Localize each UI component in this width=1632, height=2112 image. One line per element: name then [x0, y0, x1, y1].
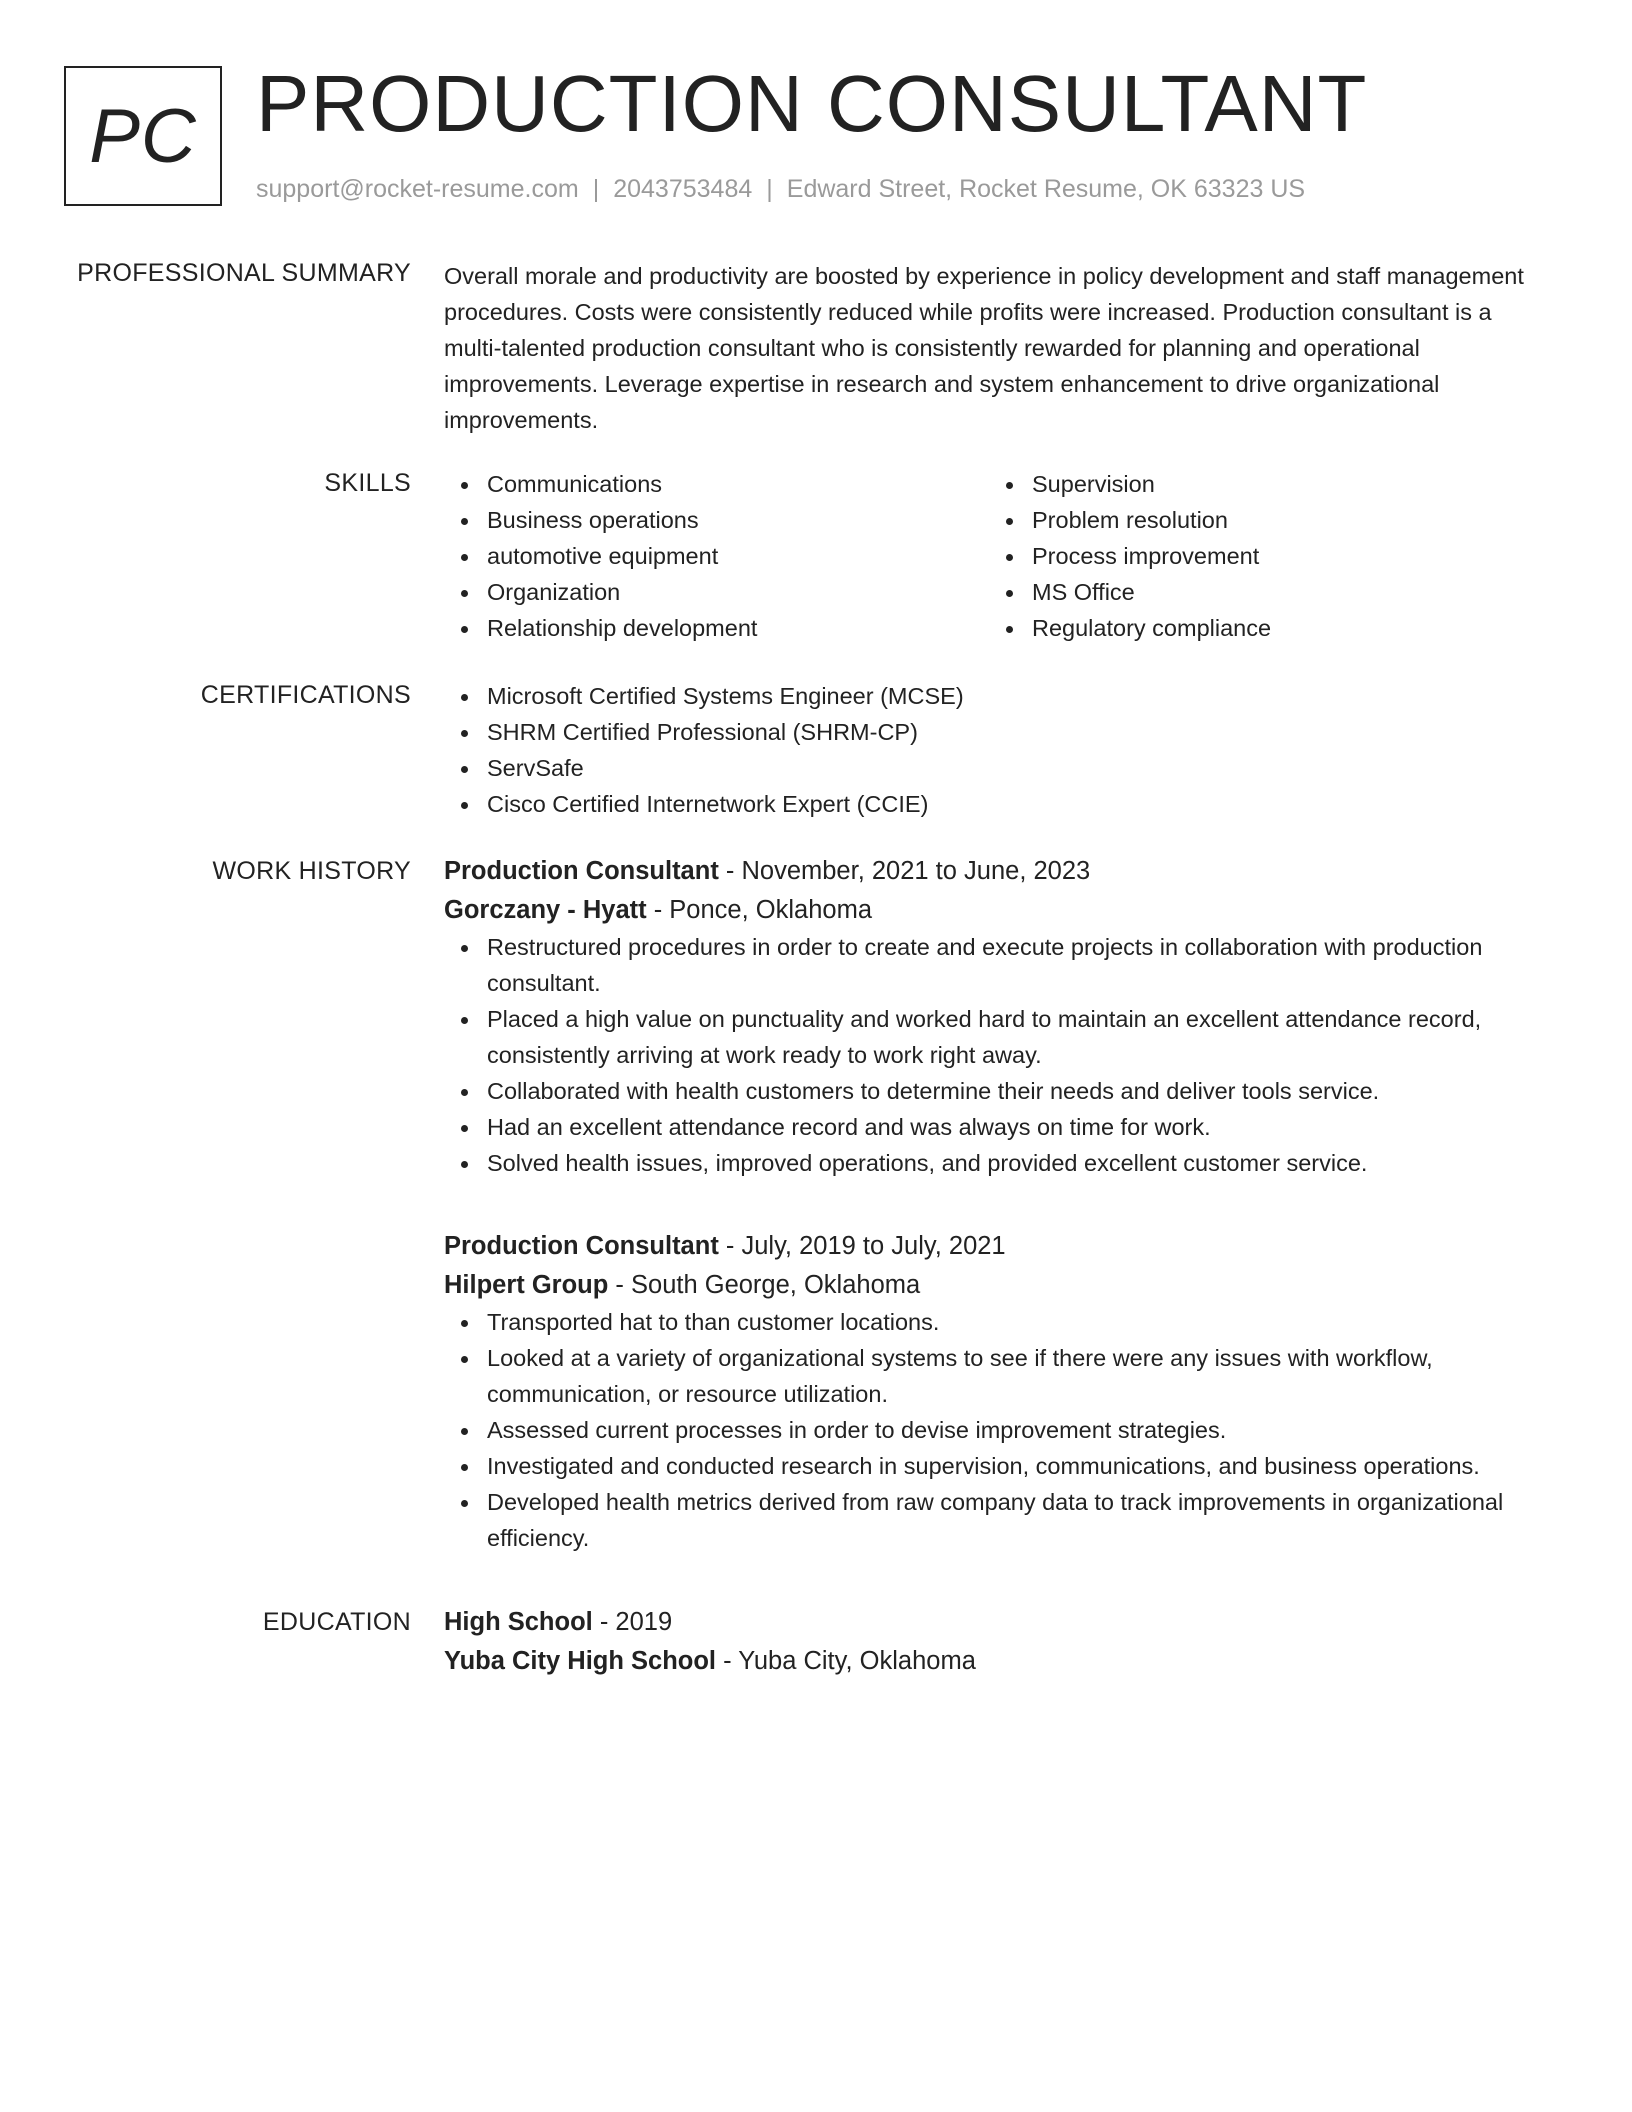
education-degree-line: [444, 1602, 1544, 1642]
job-entry: [444, 851, 1544, 1181]
skill-item: Problem resolution: [989, 502, 1534, 538]
job-bullet: Restructured procedures in order to create and execute projects in collaboration with production consultant.: [444, 929, 1544, 1001]
contact-line: [256, 174, 1305, 204]
skill-item: MS Office: [989, 574, 1534, 610]
skill-item: Business operations: [444, 502, 989, 538]
job-bullet: Assessed current processes in order to devise improvement strategies.: [444, 1412, 1544, 1448]
job-dates: - November, 2021 to June, 2023: [718, 857, 1091, 885]
section-label-certifications: CERTIFICATIONS: [200, 681, 411, 709]
certification-item: Microsoft Certified Systems Engineer (MCSE): [444, 678, 1544, 714]
job-bullet: Collaborated with health customers to determine their needs and deliver tools service.: [444, 1073, 1544, 1109]
job-bullet: Investigated and conducted research in supervision, communications, and business operations.: [444, 1448, 1544, 1484]
job-bullets: [444, 1304, 1544, 1556]
section-label-work-history: WORK HISTORY: [212, 857, 411, 885]
certifications-body: [444, 678, 1544, 822]
skill-item: automotive equipment: [444, 538, 989, 574]
job-company: Gorczany - Hyatt: [444, 896, 647, 924]
job-company-line: [444, 1266, 1544, 1304]
monogram-initials: PC: [89, 93, 197, 179]
skills-grid: [444, 466, 1544, 646]
job-bullet: Solved health issues, improved operations, and provided excellent customer service.: [444, 1145, 1544, 1181]
education-location: - Yuba City, Oklahoma: [716, 1647, 976, 1675]
job-bullet: Placed a high value on punctuality and worked hard to maintain an excellent attendance record, consistently arriving at work ready to work right away.: [444, 1001, 1544, 1073]
job-location: - Ponce, Oklahoma: [646, 896, 872, 924]
skills-list-right: [989, 466, 1534, 646]
skill-item: Relationship development: [444, 610, 989, 646]
section-label-summary: PROFESSIONAL SUMMARY: [77, 259, 411, 287]
job-title-line: [444, 1226, 1544, 1266]
skills-list-left: [444, 466, 989, 646]
job-entry: [444, 1226, 1544, 1556]
job-bullet: Looked at a variety of organizational systems to see if there were any issues with workflow, communication, or resource utilization.: [444, 1340, 1544, 1412]
job-title: Production Consultant: [444, 1232, 719, 1260]
monogram-box: [64, 66, 222, 206]
job-bullet: Transported hat to than customer locations.: [444, 1304, 1544, 1340]
certification-item: Cisco Certified Internetwork Expert (CCIE): [444, 786, 1544, 822]
certification-item: ServSafe: [444, 750, 1544, 786]
job-title: Production Consultant: [444, 857, 719, 885]
section-label-education: EDUCATION: [262, 1608, 411, 1636]
contact-separator: |: [766, 175, 773, 203]
education-year: - 2019: [592, 1608, 673, 1636]
certification-item: SHRM Certified Professional (SHRM-CP): [444, 714, 1544, 750]
contact-phone[interactable]: 2043753484: [613, 175, 753, 203]
summary-text: Overall morale and productivity are boosted by experience in policy development and staff management procedures. Costs were consistently reduced while profits were increased. Production consultant is a multi-talented production consultant who is consistently rewarded for planning and operational improvements. Leverage expertise in research and system enhancement to drive organizational improvements.: [444, 263, 1524, 433]
job-company-line: [444, 891, 1544, 929]
skill-item: Regulatory compliance: [989, 610, 1534, 646]
skills-body: [444, 466, 1544, 646]
skill-item: Communications: [444, 466, 989, 502]
certifications-list: [444, 678, 1544, 822]
section-label-skills: SKILLS: [324, 469, 411, 497]
job-title-line: [444, 851, 1544, 891]
education-school: Yuba City High School: [444, 1647, 717, 1675]
contact-separator: |: [592, 175, 600, 203]
job-bullet: Had an excellent attendance record and was always on time for work.: [444, 1109, 1544, 1145]
skill-item: Supervision: [989, 466, 1534, 502]
job-bullet: Developed health metrics derived from raw company data to track improvements in organizational efficiency.: [444, 1484, 1544, 1556]
job-dates: - July, 2019 to July, 2021: [718, 1232, 1006, 1260]
contact-email[interactable]: support@rocket-resume.com: [256, 175, 579, 203]
job-bullets: [444, 929, 1544, 1181]
education-school-line: [444, 1642, 1544, 1680]
education-degree: High School: [444, 1608, 593, 1636]
candidate-name: PRODUCTION CONSULTANT: [256, 59, 1368, 148]
skill-item: Process improvement: [989, 538, 1534, 574]
skill-item: Organization: [444, 574, 989, 610]
education-body: [444, 1602, 1544, 1680]
job-location: - South George, Oklahoma: [608, 1271, 921, 1299]
job-company: Hilpert Group: [444, 1271, 609, 1299]
contact-address: Edward Street, Rocket Resume, OK 63323 US: [786, 175, 1306, 203]
